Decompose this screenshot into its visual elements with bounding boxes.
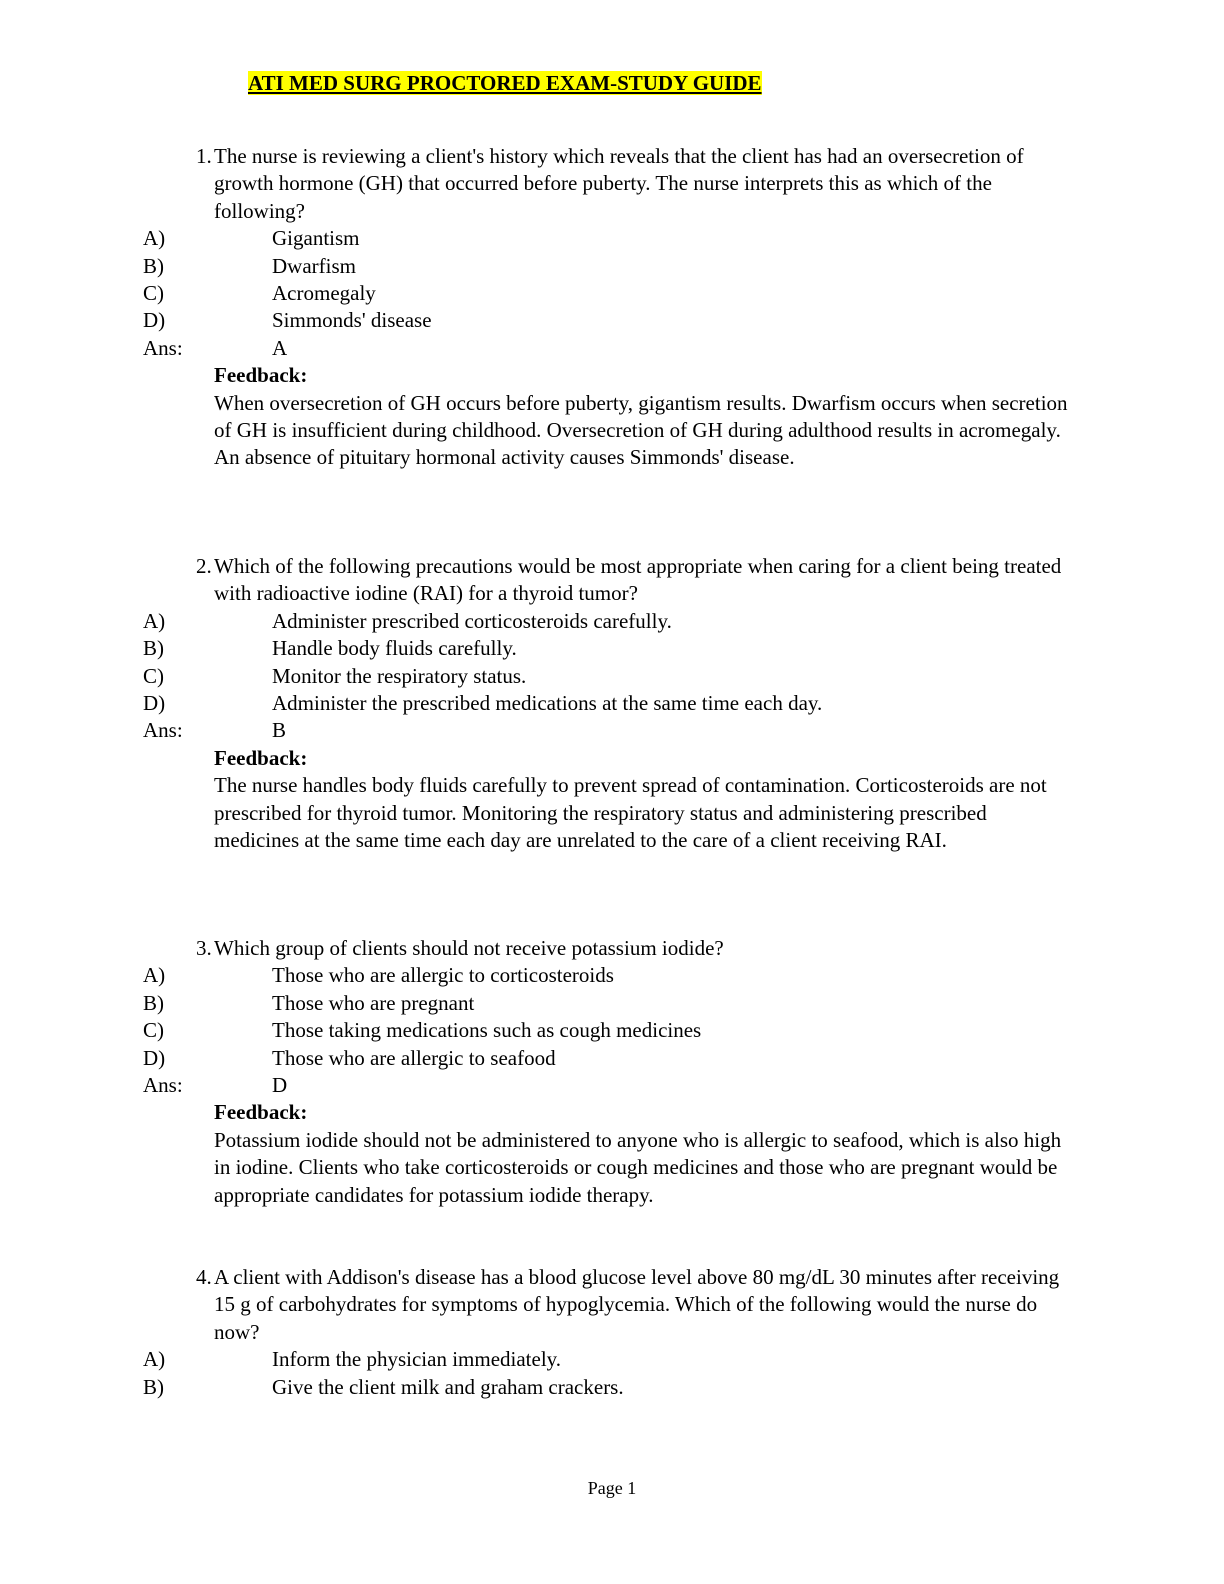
option-row: [0, 307, 1224, 334]
option-text: Inform the physician immediately.: [272, 1347, 562, 1372]
question-stem: [0, 935, 1084, 962]
answer-value: B: [272, 718, 287, 743]
option-row: [0, 635, 1224, 662]
option-row: [0, 225, 1224, 252]
feedback-text: When oversecretion of GH occurs before puberty, gigantism results. Dwarfism occurs when secretion of GH is insufficient during childhood. Oversecretion of GH during adulthood results in acromegaly. An absence of pituitary hormonal activity causes Simmonds' disease.: [214, 390, 1068, 470]
option-label: B): [143, 1374, 164, 1399]
answer-row: [0, 717, 1224, 744]
answer-value: A: [272, 335, 288, 360]
question-text: Which of the following precautions would be most appropriate when caring for a client being treated with radioactive iodine (RAI) for a thyroid tumor?: [214, 554, 1062, 606]
option-label: B): [143, 253, 164, 278]
option-label: A): [143, 1347, 166, 1372]
option-row: [0, 990, 1224, 1017]
document-title-text: ATI MED SURG PROCTORED EXAM-STUDY GUIDE: [248, 71, 762, 95]
option-text: Handle body fluids carefully.: [272, 636, 517, 661]
option-row: [0, 1374, 1224, 1401]
option-text: Dwarfism: [272, 253, 356, 278]
option-label: A): [143, 608, 166, 633]
option-row: [0, 253, 1224, 280]
option-text: Those who are allergic to corticosteroids: [272, 963, 614, 988]
question-3: [0, 935, 1224, 1209]
answer-row: [0, 335, 1224, 362]
feedback-text: Potassium iodide should not be administered to anyone who is allergic to seafood, which is also high in iodine. Clients who take corticosteroids or cough medicines and those who are pregnant would be appropriate candidates for potassium iodide therapy.: [214, 1127, 1062, 1207]
option-row: [0, 962, 1224, 989]
page-number: Page 1: [587, 1478, 637, 1498]
option-text: Give the client milk and graham crackers.: [272, 1374, 624, 1399]
question-number: 3.: [196, 936, 212, 960]
option-label: C): [143, 1018, 164, 1043]
option-text: Gigantism: [272, 226, 360, 251]
option-text: Acromegaly: [272, 281, 376, 305]
option-row: [0, 690, 1224, 717]
question-text: The nurse is reviewing a client's history which reveals that the client has had an oversecretion of growth hormone (GH) that occurred before puberty. The nurse interprets this as which of the following?: [214, 144, 1024, 223]
option-label: D): [143, 690, 166, 715]
option-label: C): [143, 663, 164, 688]
option-row: [0, 608, 1224, 635]
answer-label: Ans:: [143, 335, 183, 360]
option-text: Those taking medications such as cough medicines: [272, 1018, 702, 1043]
feedback-text: The nurse handles body fluids carefully to prevent spread of contamination. Corticosteroids are not prescribed for thyroid tumor. Monitoring the respiratory status and administering prescribed medicines at the same time each day are unrelated to the care of a client receiving RAI.: [214, 773, 1047, 852]
option-text: Administer the prescribed medications at the same time each day.: [272, 690, 823, 715]
option-row: [0, 1017, 1224, 1044]
option-row: [0, 1045, 1224, 1072]
question-text: A client with Addison's disease has a blood glucose level above 80 mg/dL 30 minutes after receiving 15 g of carbohydrates for symptoms of hypoglycemia. Which of the following would the nurse do now?: [214, 1265, 1060, 1344]
option-row: [0, 280, 1224, 307]
option-label: B): [143, 636, 164, 661]
question-number: 4.: [196, 1265, 212, 1289]
document-title: [248, 70, 762, 97]
option-label: D): [143, 308, 166, 333]
option-text: Administer prescribed corticosteroids carefully.: [272, 608, 672, 633]
answer-label: Ans:: [143, 1072, 183, 1097]
answer-value: D: [272, 1072, 288, 1097]
option-text: Simmonds' disease: [272, 308, 432, 333]
option-label: A): [143, 963, 166, 988]
option-text: Those who are pregnant: [272, 990, 475, 1015]
option-text: Those who are allergic to seafood: [272, 1045, 556, 1070]
option-text: Monitor the respiratory status.: [272, 663, 527, 688]
option-label: C): [143, 281, 164, 305]
option-label: A): [143, 226, 166, 251]
question-1: [0, 143, 1224, 472]
option-row: [0, 663, 1224, 690]
answer-label: Ans:: [143, 718, 183, 743]
feedback-heading: Feedback:: [214, 363, 308, 388]
option-row: [0, 1346, 1224, 1373]
option-label: B): [143, 990, 164, 1015]
question-stem: [0, 1264, 1084, 1346]
question-stem: [0, 553, 1084, 608]
question-number: 2.: [196, 554, 212, 578]
question-number: 1.: [196, 144, 212, 168]
feedback-heading: Feedback:: [214, 745, 308, 770]
question-text: Which group of clients should not receive potassium iodide?: [214, 936, 724, 960]
feedback-heading: Feedback:: [214, 1100, 308, 1125]
question-stem: [0, 143, 1084, 225]
question-4: [0, 1264, 1224, 1401]
answer-row: [0, 1072, 1224, 1099]
option-label: D): [143, 1045, 166, 1070]
question-2: [0, 553, 1224, 854]
